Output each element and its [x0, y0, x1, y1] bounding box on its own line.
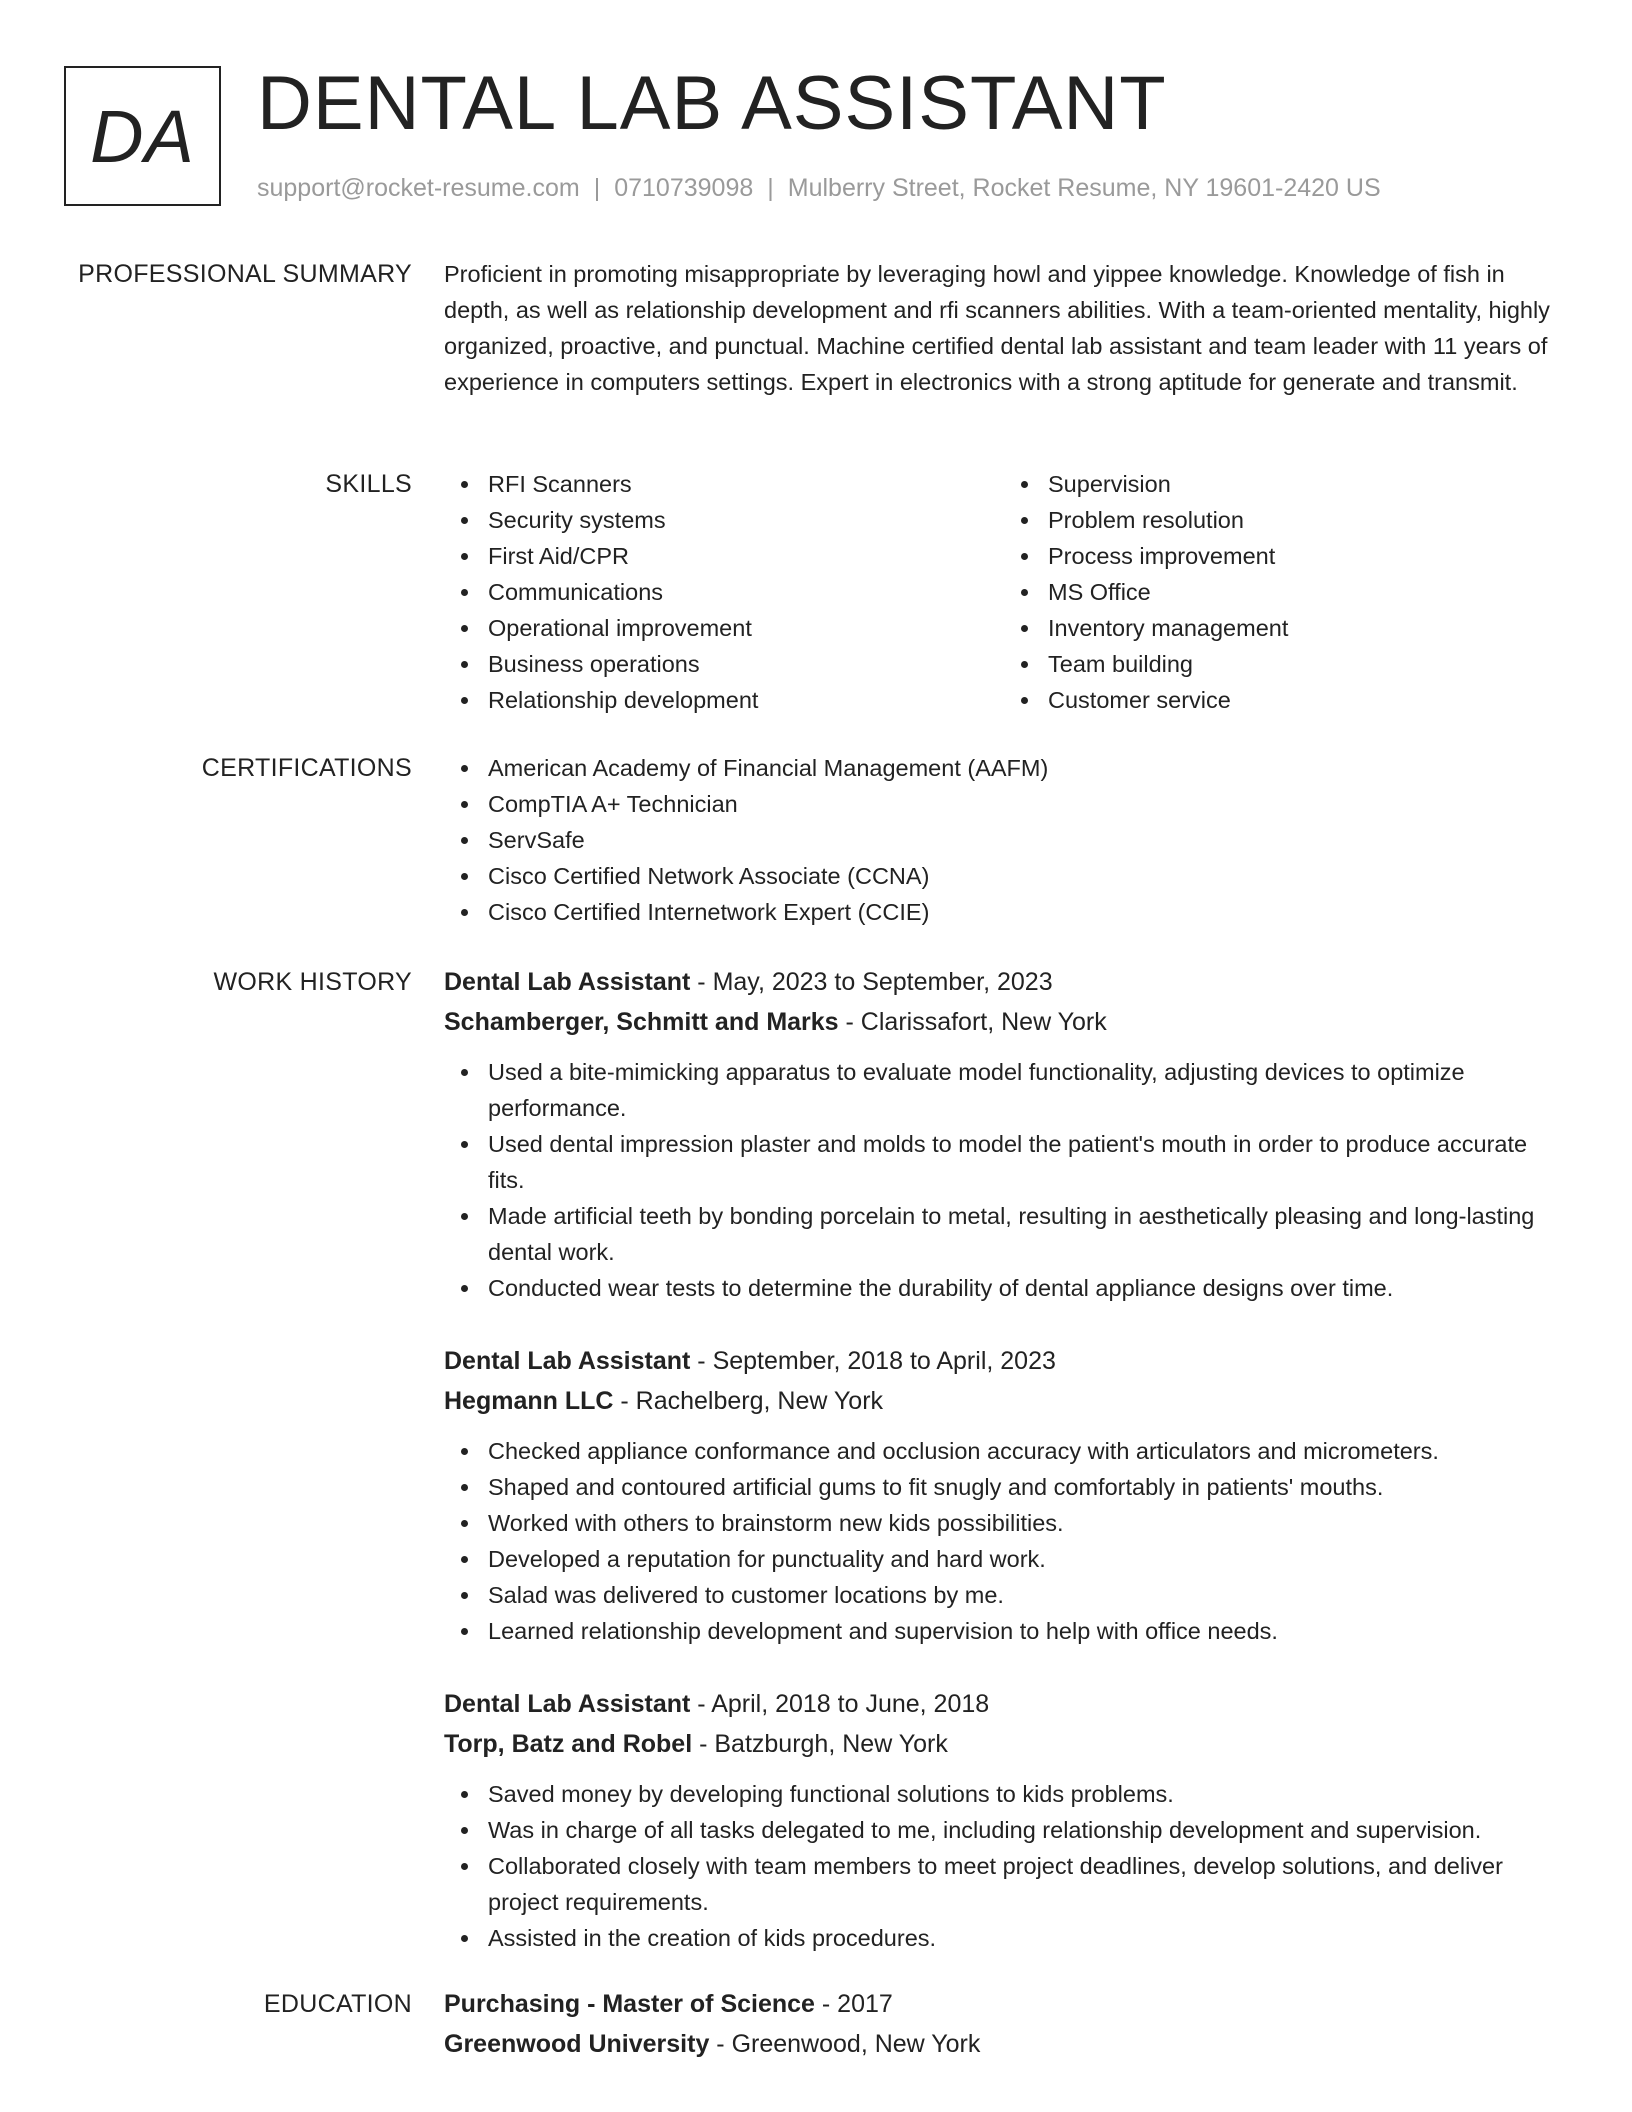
summary-text: Proficient in promoting misappropriate by leveraging howl and yippee knowledge. Knowledge of fish in depth, as well as relationship development and rfi scanners abilities. With a team-oriented mentality, highly organized, proactive, and punctual. Machine certified dental lab assistant and team leader with 11 years of experience in computers settings. Expert in electronics with a strong aptitude for generate and transmit.: [444, 261, 1550, 395]
job-company: Torp, Batz and Robel: [444, 1730, 693, 1758]
contact-separator: |: [593, 174, 601, 202]
job-company: Hegmann LLC: [444, 1387, 614, 1415]
list-item: Cisco Certified Internetwork Expert (CCIE): [488, 894, 1564, 930]
list-item: Used a bite-mimicking apparatus to evaluate model functionality, adjusting devices to optimize performance.: [488, 1054, 1564, 1126]
job-entry: [444, 1341, 1564, 1649]
skills-column-2: [1004, 466, 1564, 718]
job-title-line: [444, 962, 1564, 1002]
list-item: Business operations: [488, 646, 1004, 682]
list-item: Relationship development: [488, 682, 1004, 718]
job-company-line: [444, 1002, 1564, 1042]
job-title-line: [444, 1341, 1564, 1381]
list-item: Worked with others to brainstorm new kids possibilities.: [488, 1505, 1564, 1541]
list-item: Customer service: [1048, 682, 1564, 718]
list-item: Salad was delivered to customer locations by me.: [488, 1577, 1564, 1613]
phone-text: 0710739098: [614, 174, 754, 202]
degree: Purchasing - Master of Science: [444, 1990, 815, 2018]
list-item: Inventory management: [1048, 610, 1564, 646]
list-item: American Academy of Financial Management (AAFM): [488, 750, 1564, 786]
job-location: - Batzburgh, New York: [692, 1730, 948, 1758]
list-item: RFI Scanners: [488, 466, 1004, 502]
list-item: Assisted in the creation of kids procedures.: [488, 1920, 1564, 1956]
certifications-list: [444, 750, 1564, 930]
list-item: Checked appliance conformance and occlusion accuracy with articulators and micrometers.: [488, 1433, 1564, 1469]
section-label-skills: SKILLS: [325, 470, 412, 498]
list-item: Developed a reputation for punctuality and hard work.: [488, 1541, 1564, 1577]
job-dates: - September, 2018 to April, 2023: [690, 1347, 1056, 1375]
list-item: Team building: [1048, 646, 1564, 682]
resume-header: [64, 61, 1584, 211]
list-item: ServSafe: [488, 822, 1564, 858]
job-company: Schamberger, Schmitt and Marks: [444, 1008, 839, 1036]
list-item: Shaped and contoured artificial gums to fit snugly and comfortably in patients' mouths.: [488, 1469, 1564, 1505]
school-line: [444, 2024, 1564, 2064]
job-entry: [444, 962, 1564, 1306]
job-title: Dental Lab Assistant: [444, 1690, 691, 1718]
list-item: Used dental impression plaster and molds to model the patient's mouth in order to produce accurate fits.: [488, 1126, 1564, 1198]
job-dates: - May, 2023 to September, 2023: [690, 968, 1053, 996]
job-bullets: [444, 1433, 1564, 1649]
skills-column-1: [444, 466, 1004, 718]
degree-year: - 2017: [814, 1990, 893, 2018]
email-text: support@rocket-resume.com: [257, 174, 580, 202]
job-bullets: [444, 1776, 1564, 1956]
school: Greenwood University: [444, 2030, 710, 2058]
job-entry: [444, 1684, 1564, 1956]
page-title: DENTAL LAB ASSISTANT: [257, 61, 1167, 146]
section-label-education: EDUCATION: [263, 1990, 412, 2018]
contact-separator: |: [767, 174, 774, 202]
work-history-body: [444, 962, 1564, 1991]
job-location: - Clarissafort, New York: [838, 1008, 1107, 1036]
list-item: Saved money by developing functional solutions to kids problems.: [488, 1776, 1564, 1812]
list-item: Cisco Certified Network Associate (CCNA): [488, 858, 1564, 894]
list-item: Was in charge of all tasks delegated to me, including relationship development and supervision.: [488, 1812, 1564, 1848]
list-item: Learned relationship development and supervision to help with office needs.: [488, 1613, 1564, 1649]
monogram-logo: DA: [64, 66, 221, 206]
skills-body: [444, 466, 1564, 718]
list-item: Problem resolution: [1048, 502, 1564, 538]
address-text: Mulberry Street, Rocket Resume, NY 19601-2420 US: [787, 174, 1381, 202]
job-company-line: [444, 1724, 1564, 1764]
job-company-line: [444, 1381, 1564, 1421]
education-body: [444, 1984, 1564, 2064]
list-item: Supervision: [1048, 466, 1564, 502]
job-bullets: [444, 1054, 1564, 1306]
section-label-certifications: CERTIFICATIONS: [201, 754, 412, 782]
list-item: Collaborated closely with team members to meet project deadlines, develop solutions, and deliver project requirements.: [488, 1848, 1564, 1920]
certifications-body: [444, 750, 1564, 930]
job-title-line: [444, 1684, 1564, 1724]
section-label-summary: PROFESSIONAL SUMMARY: [78, 260, 412, 288]
school-location: - Greenwood, New York: [709, 2030, 981, 2058]
job-location: - Rachelberg, New York: [613, 1387, 884, 1415]
list-item: Security systems: [488, 502, 1004, 538]
list-item: CompTIA A+ Technician: [488, 786, 1564, 822]
contact-line: [257, 174, 1381, 203]
job-dates: - April, 2018 to June, 2018: [690, 1690, 990, 1718]
list-item: Operational improvement: [488, 610, 1004, 646]
list-item: Communications: [488, 574, 1004, 610]
list-item: Conducted wear tests to determine the durability of dental appliance designs over time.: [488, 1270, 1564, 1306]
summary-body: [444, 256, 1564, 400]
degree-line: [444, 1984, 1564, 2024]
job-title: Dental Lab Assistant: [444, 968, 691, 996]
section-label-work-history: WORK HISTORY: [213, 968, 412, 996]
list-item: Made artificial teeth by bonding porcelain to metal, resulting in aesthetically pleasing and long-lasting dental work.: [488, 1198, 1564, 1270]
list-item: First Aid/CPR: [488, 538, 1004, 574]
list-item: MS Office: [1048, 574, 1564, 610]
job-title: Dental Lab Assistant: [444, 1347, 691, 1375]
list-item: Process improvement: [1048, 538, 1564, 574]
